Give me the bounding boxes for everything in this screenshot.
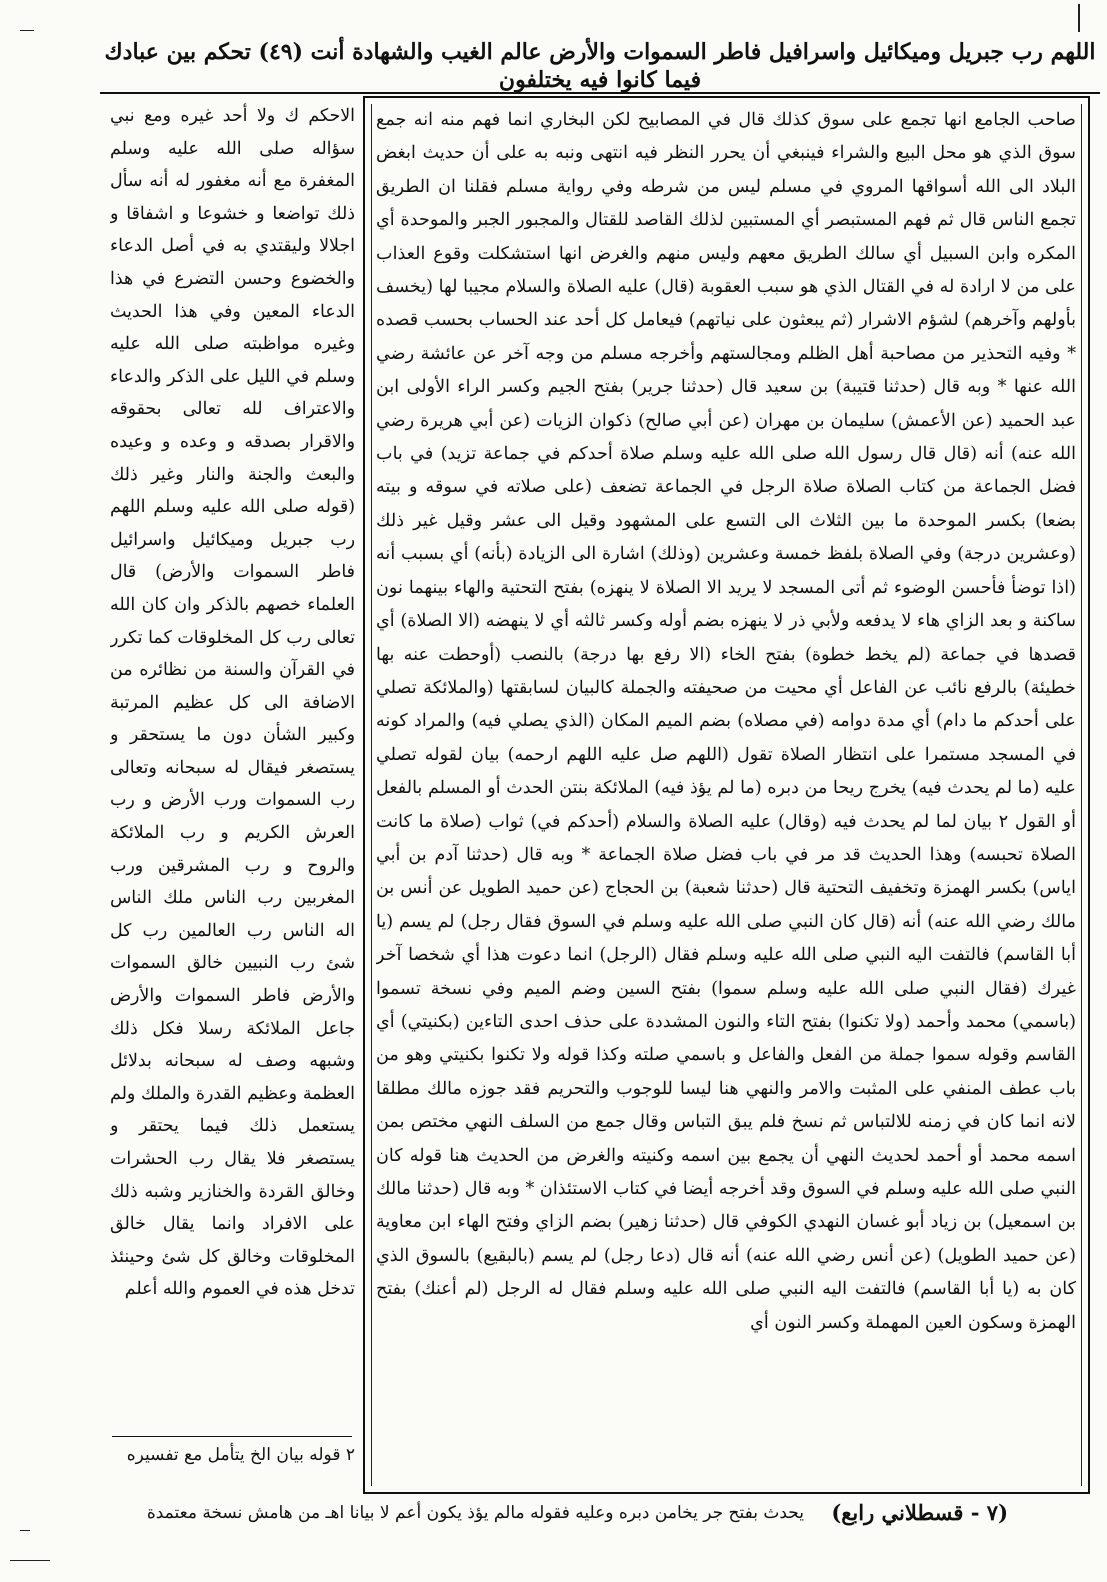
scan-artifact bbox=[20, 30, 34, 31]
scan-artifact bbox=[1078, 4, 1080, 32]
margin-commentary bbox=[110, 100, 355, 1436]
margin-paragraph: الاحكم ك ولا أحد غيره ومع نبي سؤاله صلى الله عليه وسلم المغفرة مع أنه مغفور له أنه سأل ذلك تواضعا و خشوعا و اشفاقا و اجلالا وليقتدي به في أصل الدعاء والخضوع وحسن التضرع في هذا الدعاء المعين وفي هذا الحديث وغيره مواظبته صلى الله عليه وسلم في الليل على الذكر والدعاء والاعتراف لله تعالى بحقوقه والاقرار بصدقه و وعده و وعيده والبعث والجنة والنار وغير ذلك (قوله صلى الله عليه وسلم اللهم رب جبريل وميكائيل واسرائيل فاطر السموات والأرض) قال العلماء خصهم بالذكر وان كان الله تعالى رب كل المخلوقات كما تكرر في القرآن والسنة من نظائره من الاضافة الى كل عظيم المرتبة وكبير الشأن دون ما يستحقر و يستصغر فيقال له سبحانه وتعالى رب السموات ورب الأرض و رب العرش الكريم و رب الملائكة والروح و رب المشرقين ورب المغربين رب الناس ملك الناس اله الناس رب العالمين رب كل شئ رب النبيين خالق السموات والأرض فاطر السموات والأرض جاعل الملائكة رسلا فكل ذلك وشبهه وصف له سبحانه بدلائل العظمة وعظيم القدرة والملك ولم يستعمل ذلك فيما يحتقر و يستصغر فلا يقال رب الحشرات وخالق القردة والخنازير وشبه ذلك على الافراد وانما يقال خالق المخلوقات وخالق كل شئ وحينئذ تدخل هذه في العموم والله أعلم bbox=[110, 106, 355, 1300]
running-header: اللهم رب جبريل وميكائيل واسرافيل فاطر السموات والأرض عالم الغيب والشهادة أنت (٤٩) تحكم بين عبادك فيما كانوا فيه يختلفون bbox=[104, 39, 1096, 93]
scan-artifact bbox=[10, 1560, 50, 1561]
main-commentary bbox=[376, 104, 1076, 1488]
header-rule bbox=[100, 92, 1100, 94]
footer-note: يحدث بفتح جر يخامن دبره وعليه فقوله مالم يؤذ يكون أعم لا بيانا اهـ من هامش نسخة معتمدة bbox=[146, 1503, 804, 1523]
margin-footnote-rule bbox=[112, 1436, 352, 1437]
scan-artifact bbox=[20, 1530, 30, 1531]
margin-footnote: ٢ قوله بيان الخ يتأمل مع تفسيره bbox=[126, 1445, 355, 1465]
signature-mark: (٧ - قسطلاني رابع) bbox=[831, 1500, 1008, 1525]
main-paragraph: صاحب الجامع انها تجمع على سوق كذلك قال في المصابيح لكن البخاري انما فهم منه انه جمع سوق الذي هو محل البيع والشراء فينبغي أن يحرر النظر فيه انتهى ونبه به على أن حديث ابغض البلاد الى الله أسواقها المروي في مسلم ليس من شرطه وفي رواية مسلم فقلنا ان الطريق تجمع الناس قال ثم فهم المستبصر أي المستبين لذلك القاصد للقتال والمجبور الجبر والموحدة أي المكره وابن السبيل أي سالك الطريق معهم وليس منهم والغرض انها استشكلت وقوع العذاب على من لا ارادة له في القتال الذي هو سبب العقوبة (قال) عليه الصلاة والسلام مجيبا لها (يخسف بأولهم وآخرهم) لشؤم الاشرار (ثم يبعثون على نياتهم) فيعامل كل أحد عند الحساب بحسب قصده * وفيه التحذير من مصاحبة أهل الظلم ومجالستهم وأخرجه مسلم من وجه آخر عن عائشة رضي الله عنها * وبه قال (حدثنا قتيبة) بن سعيد قال (حدثنا جرير) بفتح الجيم وكسر الراء الأولى ابن عبد الحميد (عن الأعمش) سليمان بن مهران (عن أبي صالح) ذكوان الزيات (عن أبي هريرة رضي الله عنه) أنه (قال قال رسول الله صلى الله عليه وسلم صلاة أحدكم في جماعة تزيد) في باب فضل الجماعة من كتاب الصلاة صلاة الرجل في الجماعة تضعف (على صلاته في سوقه و بيته بضعا) بكسر الموحدة ما بين الثلاث الى التسع على المشهود وقيل الى عشر وقيل غير ذلك (وعشرين درجة) وفي الصلاة بلفظ خمسة وعشرين (وذلك) اشارة الى الزيادة (بأنه) أي بسبب أنه (اذا توضأ فأحسن الوضوء ثم أتى المسجد لا يريد الا الصلاة لا ينهزه) بفتح التحتية والهاء بينهما نون ساكنة و بعد الزاي هاء لا يدفعه ولأبي ذر لا ينهزه بضم أوله وكسر ثالثه أي لا ينهضه (الا الصلاة) أي قصدها في جماعة (لم يخط خطوة) بفتح الخاء (الا رفع بها درجة) بالنصب (أوحطت عنه بها خطيئة) بالرفع نائب عن الفاعل أي محيت من صحيفته والجملة كالبيان لسابقتها (والملائكة تصلي على أحدكم ما دام) أي مدة دوامه (في مصلاه) بضم الميم المكان (الذي يصلي فيه) والمراد كونه في المسجد مستمرا على انتظار الصلاة تقول (اللهم صل عليه اللهم ارحمه) بيان لقوله تصلي عليه (ما لم يحدث فيه) يخرج ريحا من دبره (ما لم يؤذ فيه) الملائكة بنتن الحدث أو المسلم بالفعل أو القول ٢ بيان لما لم يحدث فيه (وقال) عليه الصلاة والسلام (أحدكم في) ثواب (صلاة ما كانت الصلاة تحبسه) وهذا الحديث قد مر في باب فضل صلاة الجماعة * وبه قال (حدثنا آدم بن أبي اياس) بكسر الهمزة وتخفيف التحتية قال (حدثنا شعبة) بن الحجاج (عن حميد الطويل عن أنس بن مالك رضي الله عنه) أنه (قال كان النبي صلى الله عليه وسلم في السوق فقال رجل) لم يسم (يا أبا القاسم) فالتفت اليه النبي صلى الله عليه وسلم فقال (الرجل) انما دعوت هذا أي شخصا آخر غيرك (فقال النبي صلى الله عليه وسلم سموا) بفتح السين وضم الميم وفي نسخة تسموا (باسمي) محمد وأحمد (ولا تكنوا) بفتح التاء والنون المشددة على حذف احدى التاءين (بكنيتي) أي القاسم وقوله سموا جملة من الفعل والفاعل و باسمي صلته وكذا قوله ولا تكنوا بكنيتي وهو من باب عطف المنفي على المثبت والامر والنهي هنا ليسا للوجوب والتحريم فقد جوزه مالك مطلقا لانه انما كان في زمنه للالتباس ثم نسخ فلم يبق التباس وقال جمع من السلف النهي مختص بمن اسمه محمد أو أحمد لحديث النهي أن يجمع بين اسمه وكنيته والغرض من الحديث هنا قوله كان النبي صلى الله عليه وسلم في السوق وقد أخرجه أيضا في كتاب الاستئذان * وبه قال (حدثنا مالك بن اسمعيل) بن زياد أبو غسان النهدي الكوفي قال (حدثنا زهير) بضم الزاي وفتح الهاء ابن معاوية (عن حميد الطويل) (عن أنس رضي الله عنه) أنه قال (دعا رجل) لم يسم (بالبقيع) بالسوق الذي كان به (يا أبا القاسم) فالتفت اليه النبي صلى الله عليه وسلم فقال له الرجل (لم أعنك) بفتح الهمزة وسكون العين المهملة وكسر النون أي bbox=[376, 110, 1076, 1333]
